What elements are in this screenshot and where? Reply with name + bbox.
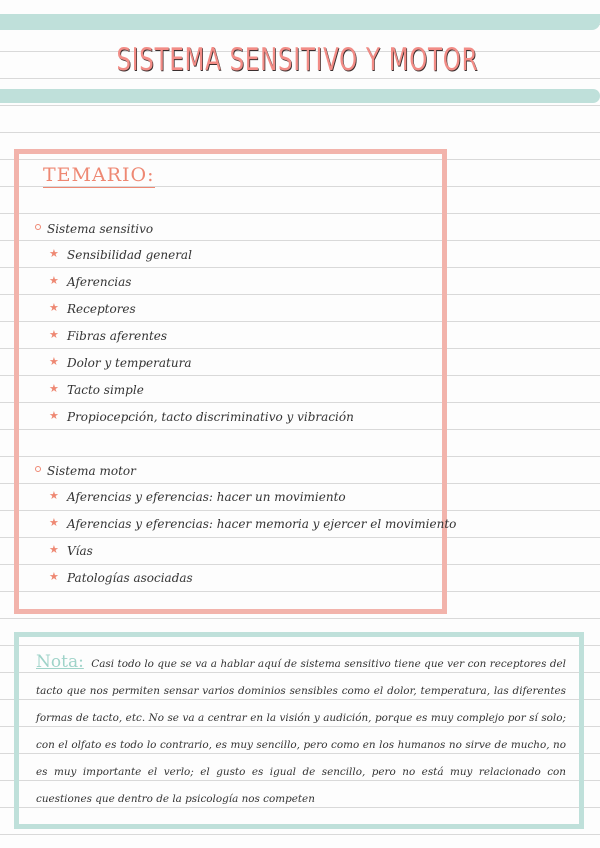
star-icon: ★ [49, 273, 59, 287]
list-item [49, 564, 456, 591]
topic-label: Aferencias y eferencias: hacer un movimiento [67, 489, 346, 504]
topic-label: Sensibilidad general [67, 247, 192, 262]
section-head [35, 217, 354, 241]
note-text: Casi todo lo que se va a hablar aquí de sistema sensitivo tiene que ver con receptores del tacto que nos permiten sensar varios dominios sensibles como el dolor, temperatura, las diferentes formas de tacto, etc. No se va a centrar en la visión y audición, porque es muy complejo por sí solo; con el olfato es todo lo contrario, es muy sencillo, pero como en los humanos no sirve de mucho, no es muy importante el verlo; el gusto es igual de sencillo, pero no está muy relacionado con cuestiones que dentro de la psicología nos competen [36, 658, 566, 805]
topic-label: Propiocepción, tacto discriminativo y vibración [67, 409, 354, 424]
star-icon: ★ [49, 300, 59, 314]
circle-bullet-icon [35, 466, 41, 472]
star-icon: ★ [49, 381, 59, 395]
topic-label: Dolor y temperatura [67, 355, 192, 370]
star-icon: ★ [49, 515, 59, 529]
section-label: Sistema motor [47, 464, 136, 478]
topic-label: Fibras aferentes [67, 328, 168, 343]
header-band-bottom [0, 89, 600, 103]
star-icon: ★ [49, 542, 59, 556]
star-icon: ★ [49, 408, 59, 422]
topic-label: Receptores [67, 301, 136, 316]
header-band-top [0, 14, 600, 30]
topic-label: Tacto simple [67, 382, 144, 397]
section-sistema-sensitivo [35, 217, 354, 430]
topic-label: Aferencias [67, 274, 132, 289]
circle-bullet-icon [35, 224, 41, 230]
topic-label: Vías [67, 543, 93, 558]
topic-list [35, 241, 354, 430]
star-icon: ★ [49, 246, 59, 260]
note-paragraph [36, 649, 566, 813]
list-item [49, 403, 354, 430]
list-item [49, 322, 354, 349]
section-sistema-motor [35, 459, 456, 591]
list-item [49, 537, 456, 564]
list-item [49, 483, 456, 510]
list-item [49, 510, 456, 537]
section-head [35, 459, 456, 483]
temario-heading: TEMARIO: [43, 164, 155, 186]
temario-box [14, 149, 457, 614]
topic-label: Aferencias y eferencias: hacer memoria y ejercer el movimiento [67, 516, 457, 531]
star-icon: ★ [49, 488, 59, 502]
star-icon: ★ [49, 569, 59, 583]
list-item [49, 376, 354, 403]
topic-label: Patologías asociadas [67, 570, 193, 585]
topic-list [35, 483, 456, 591]
list-item [49, 268, 354, 295]
note-box [14, 632, 584, 829]
star-icon: ★ [49, 327, 59, 341]
note-label: Nota: [36, 652, 84, 672]
list-item [49, 241, 354, 268]
star-icon: ★ [49, 354, 59, 368]
list-item [49, 349, 354, 376]
page-title: SISTEMA SENSITIVO Y MOTOR [116, 42, 479, 78]
section-label: Sistema sensitivo [47, 222, 154, 236]
list-item [49, 295, 354, 322]
